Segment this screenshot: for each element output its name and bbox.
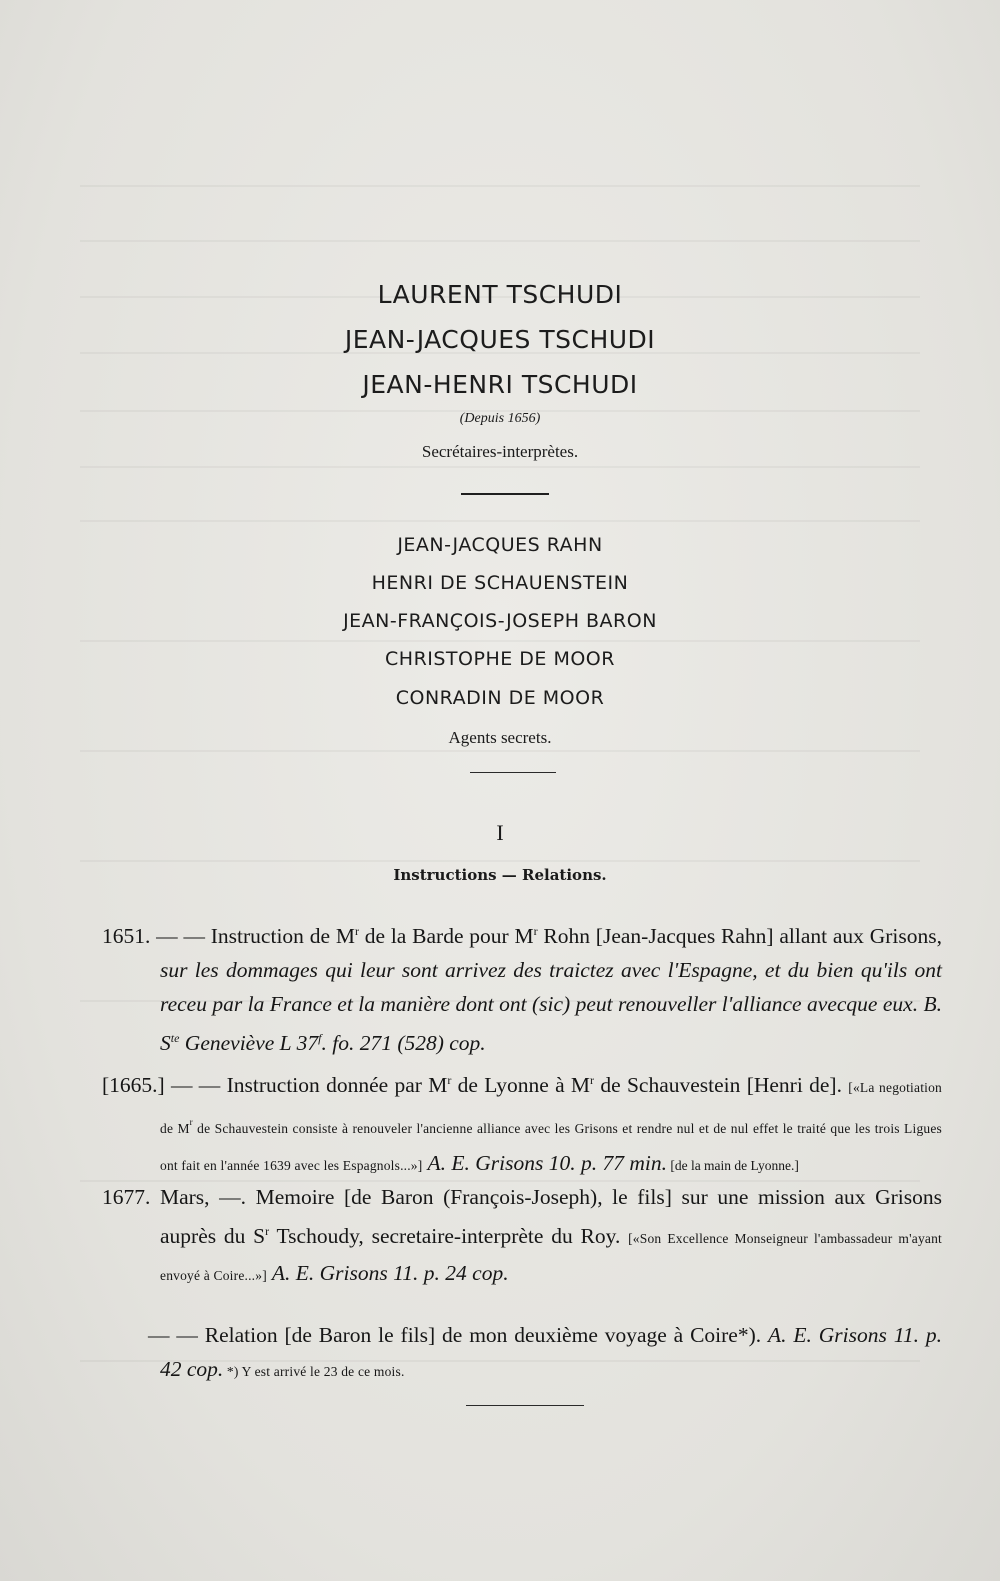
- bleed-through-line: [80, 185, 920, 187]
- entry-1677: 1677. Mars, —. Memoire [de Baron (François-Joseph), le fils] sur une mission aux Grisons auprès du $S^r$ Tschoudy, secretaire-interprète du Roy. [«Son Excellence Monseigneur l'ambassadeur m'ayant envoyé à Coire...»] A. E. Grisons 11. p. 24 cop.: [102, 1185, 942, 1286]
- entry-relation: — — Relation [de Baron le fils] de mon deuxième voyage à Coire*). A. E. Grisons 11. p. 42 cop. *) Y est arrivé le 23 de ce mois.: [148, 1323, 942, 1381]
- since-note: (Depuis 1656): [459, 411, 541, 426]
- entry-1651: 1651. — — Instruction de $M^r$ de la Barde pour $M^r$ Rohn [Jean-Jacques Rahn] allant aux Grisons, sur les dommages qui leur sont arrivez des traictez avec l'Espagne, et du bien qu'ils ont receu par la France et la manière dont ont (sic) peut renouveller l'alliance avecque eux. B. $S^{te}$ Geneviève L 37$^f$. fo. 271 (528) cop.: [102, 924, 942, 1056]
- agent-name-1: JEAN-JACQUES RAHN: [397, 534, 603, 556]
- bleed-through-line: [80, 520, 920, 522]
- end-rule: [466, 1405, 584, 1406]
- divider-rule: [461, 493, 549, 495]
- role-secretaires: Secrétaires-interprètes.: [421, 442, 579, 461]
- bleed-through-line: [80, 860, 920, 862]
- bleed-through-line: [80, 240, 920, 242]
- section-title: Instructions — Relations.: [393, 866, 607, 884]
- agent-name-2: HENRI DE SCHAUENSTEIN: [371, 572, 629, 594]
- header-name-2: JEAN-JACQUES TSCHUDI: [344, 325, 656, 354]
- agent-name-3: JEAN-FRANÇOIS-JOSEPH BARON: [343, 610, 657, 632]
- bleed-through-line: [80, 466, 920, 468]
- header-name-1: LAURENT TSCHUDI: [377, 280, 623, 309]
- agent-name-5: CONRADIN DE MOOR: [395, 687, 605, 709]
- role-agents: Agents secrets.: [448, 728, 552, 747]
- bleed-through-line: [80, 750, 920, 752]
- agent-name-4: CHRISTOPHE DE MOOR: [385, 648, 615, 670]
- section-number: I: [496, 820, 504, 845]
- divider-rule-2: [470, 772, 556, 773]
- entry-1665: [1665.] — — Instruction donnée par $M^r$ de Lyonne à $M^r$ de Schauvestein [Henri de]. [«La negotiation de $M^r$ de Schauvestein consiste à renouveler l'ancienne alliance avec les Grisons et rendre nul et de nul effet le traité que les trois Ligues ont fait en l'année 1639 avec les Espagnols...»] A. E. Grisons 10. p. 77 min. [de la main de Lyonne.]: [102, 1073, 942, 1176]
- bleed-through-line: [80, 640, 920, 642]
- header-name-3: JEAN-HENRI TSCHUDI: [362, 370, 638, 399]
